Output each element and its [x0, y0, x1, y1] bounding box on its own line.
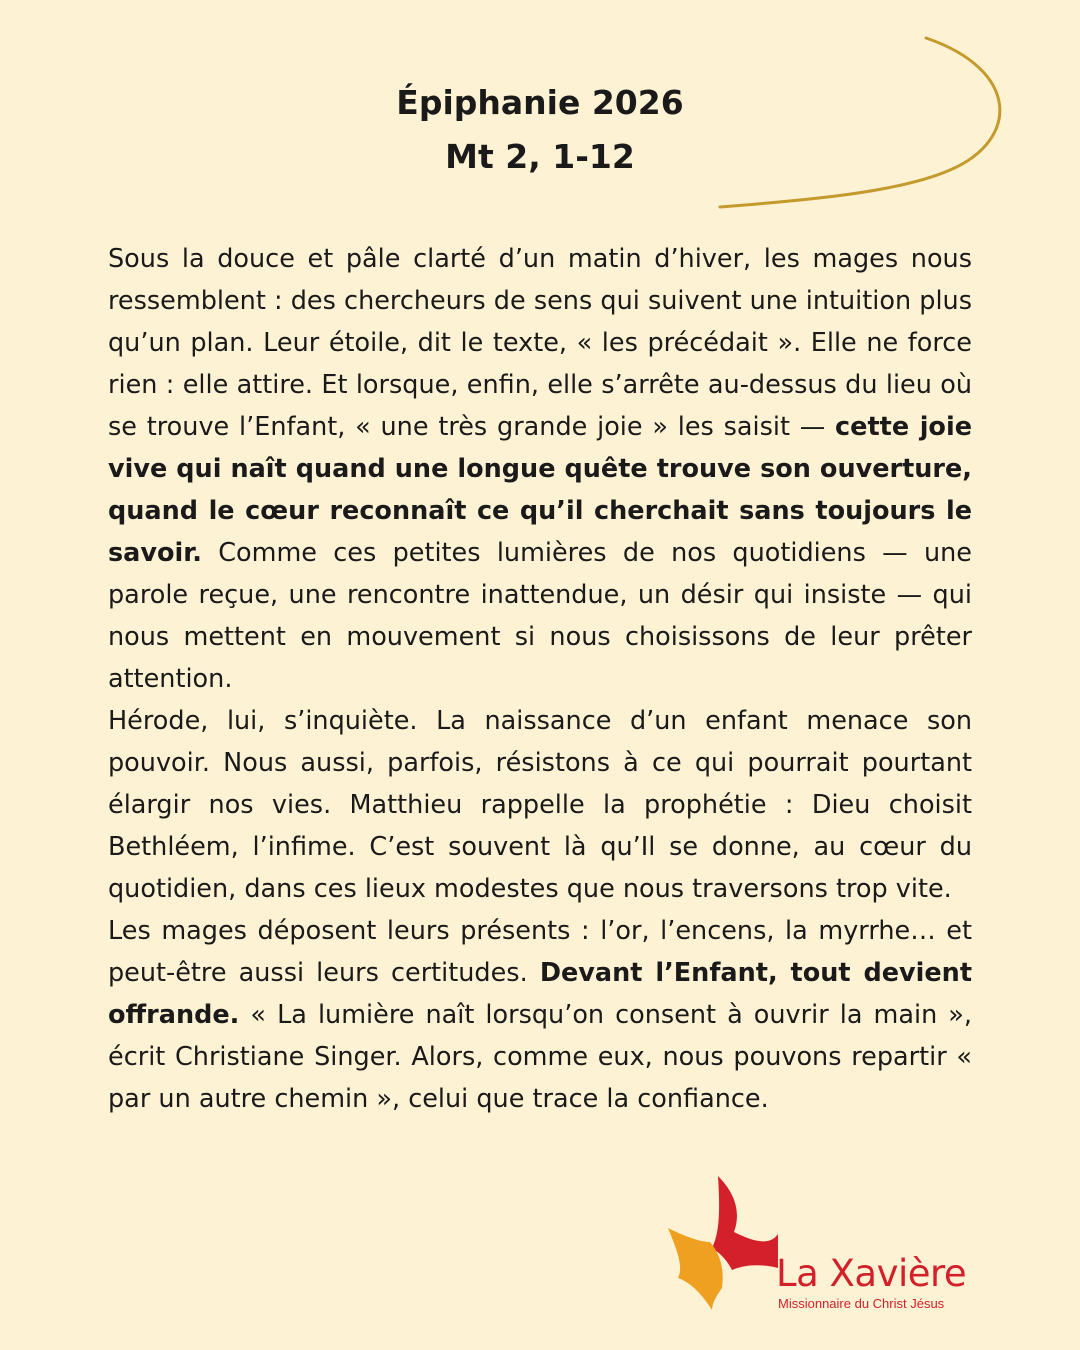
paragraph-1-text-b: Comme ces petites lumières de nos quotidiens — une parole reçue, une rencontre inattendue, un désir qui insiste — qui nous mettent en mouvement si nous choisissons de leur prêter attention. [108, 538, 972, 694]
la-xaviere-logo [668, 1172, 988, 1312]
paragraph-3 [108, 910, 972, 1120]
paragraph-1-emphasis: cette joie vive qui naît quand une longue quête trouve son ouverture, quand le cœur reconnaît ce qu’il cherchait sans toujours le savoir. [108, 412, 972, 568]
brand-tagline: Missionnaire du Christ Jésus [778, 1296, 945, 1311]
title-block [0, 76, 1080, 184]
paragraph-1 [108, 238, 972, 700]
scripture-reference: Mt 2, 1-12 [445, 137, 635, 176]
paragraph-3-emphasis: Devant l’Enfant, tout devient offrande. [108, 958, 973, 1030]
paragraph-2: Hérode, lui, s’inquiète. La naissance d’un enfant menace son pouvoir. Nous aussi, parfois, résistons à ce qui pourrait pourtant élargir nos vies. Matthieu rappelle la prophétie : Dieu choisit Bethléem, l’infime. C’est souvent là qu’Il se donne, au cœur du quotidien, dans ces lieux modestes que nous traversons trop vite. [108, 706, 972, 904]
brand-name: La Xavière [776, 1252, 967, 1295]
page-title: Épiphanie 2026 [396, 83, 684, 122]
paragraph-3-text-b: « La lumière naît lorsqu’on consent à ouvrir la main », écrit Christiane Singer. Alors, comme eux, nous pouvons repartir « par un autre chemin », celui que trace la confiance. [108, 1000, 972, 1114]
paragraph-1-text-a: Sous la douce et pâle clarté d’un matin d’hiver, les mages nous ressemblent : des chercheurs de sens qui suivent une intuition plus qu’un plan. Leur étoile, dit le texte, « les précédait ». Elle ne force rien : elle attire. Et lorsque, enfin, elle s’arrête au-dessus du lieu où se trouve l’Enfant, « une très grande joie » les saisit — [108, 244, 972, 442]
paragraph-3-text-a: Les mages déposent leurs présents : l’or, l’encens, la myrrhe… et peut-être aussi leurs certitudes. [108, 916, 972, 988]
reflection-text [108, 238, 972, 1120]
cross-emblem-icon [668, 1172, 778, 1310]
